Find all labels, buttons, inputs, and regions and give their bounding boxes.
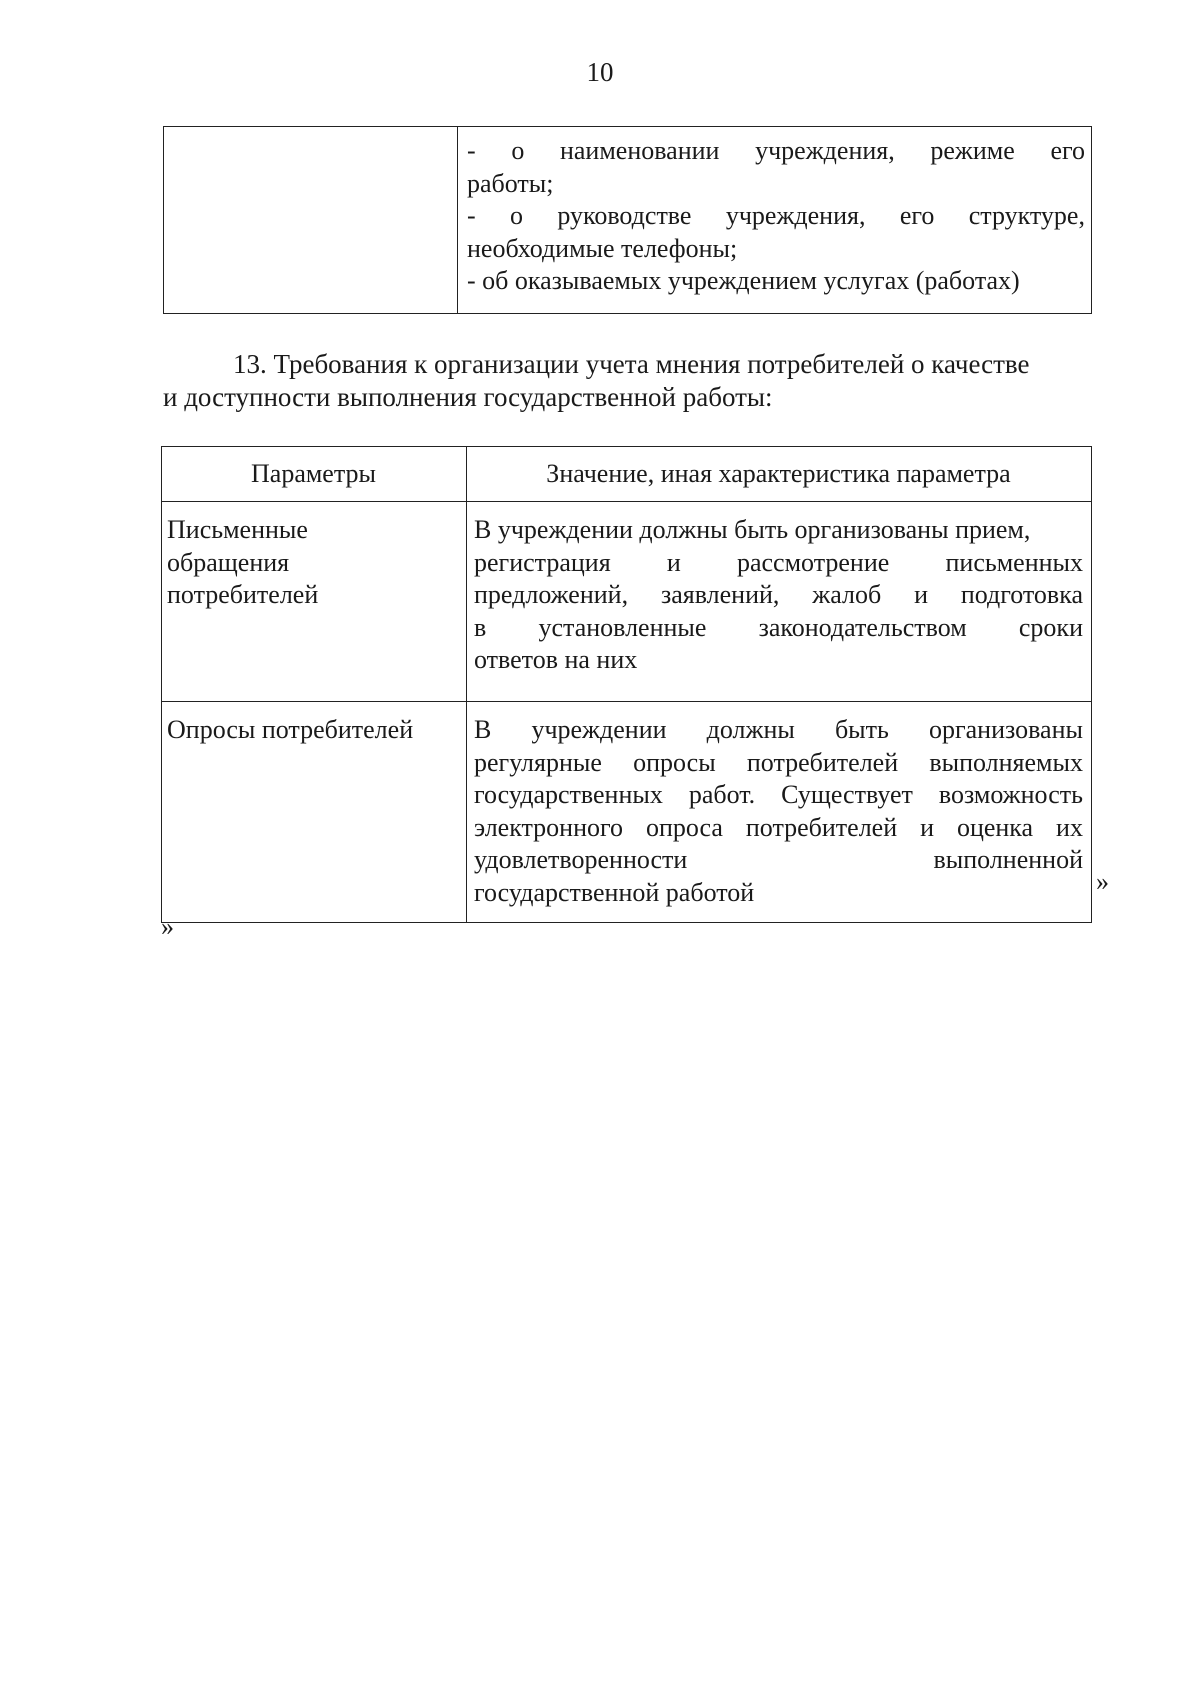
parameters-table [161, 446, 1092, 923]
text-line [474, 779, 1083, 812]
text-line [474, 812, 1083, 845]
text-line [467, 135, 1085, 168]
word: режиме [930, 136, 1015, 165]
word: их [1056, 812, 1083, 842]
text-line: работы; [467, 168, 554, 198]
text-line: - об оказываемых учреждением услугах (работах) [467, 266, 1020, 295]
table-row [162, 702, 1092, 923]
closing-quote-right: » [1096, 867, 1109, 896]
word: опроса [645, 812, 723, 842]
word: потребителей [745, 812, 898, 842]
word: в [474, 612, 487, 642]
text-line [474, 714, 1083, 747]
text-line [467, 200, 1085, 233]
word: - [467, 136, 476, 165]
param-consumer-surveys [162, 702, 467, 923]
text-line [474, 547, 1083, 580]
word: работ. [688, 780, 756, 809]
word: электронного [474, 812, 624, 842]
table-row [164, 127, 1092, 314]
word: должны [706, 715, 795, 744]
header-parameters: Параметры [162, 447, 467, 502]
word: организованы [928, 715, 1083, 744]
word: о [510, 201, 524, 230]
text-line: ответов на них [474, 645, 638, 674]
word: его [1050, 136, 1085, 165]
header-value: Значение, иная характеристика параметра [467, 447, 1092, 502]
word: - [467, 201, 476, 230]
text-line [474, 579, 1083, 612]
word: и [920, 812, 934, 842]
word: учреждении [531, 715, 667, 744]
text-line: потребителей [167, 580, 319, 609]
text-line: государственной работой [474, 877, 755, 907]
word: оценка [956, 812, 1034, 842]
text-line [474, 747, 1083, 780]
word: удовлетворенности [474, 845, 688, 874]
word: наименовании [559, 136, 720, 165]
param-written-appeals [162, 502, 467, 702]
word: о [511, 136, 525, 165]
word: жалоб [812, 580, 882, 609]
word: быть [834, 715, 889, 744]
word: предложений, [474, 580, 629, 609]
closing-quote-left: » [161, 912, 174, 941]
info-list-cell [458, 127, 1092, 314]
word: его [899, 201, 935, 230]
word: установленные [538, 612, 707, 642]
table-row [162, 502, 1092, 702]
text-line: Письменные [167, 515, 308, 544]
text-line [474, 612, 1083, 645]
word: государственных [474, 780, 663, 809]
section-line-1: 13. Требования к организации учета мнения потребителей о качестве [233, 349, 1030, 379]
word: законодательством [758, 612, 967, 642]
section-13-heading [163, 348, 1092, 414]
text-line: Опросы потребителей [167, 715, 414, 744]
continuation-table [163, 126, 1092, 314]
text-line [474, 844, 1083, 877]
word: подготовка [960, 580, 1083, 609]
word: потребителей [746, 747, 899, 777]
word: регистрация [474, 547, 611, 577]
word: В [474, 715, 492, 744]
word: регулярные [474, 747, 602, 777]
section-line-2: и доступности выполнения государственной работы: [163, 382, 773, 412]
word: учреждения, [755, 136, 895, 165]
text-line: необходимые телефоны; [467, 233, 738, 263]
word: сроки [1018, 612, 1083, 642]
word: возможность [938, 780, 1083, 809]
word: выполненной [933, 845, 1083, 874]
word: Существует [781, 780, 913, 809]
text-line: обращения [167, 547, 290, 577]
word: выполняемых [929, 747, 1083, 777]
table-header-row [162, 447, 1092, 502]
empty-cell [164, 127, 458, 314]
word: и [666, 547, 681, 577]
word: письменных [945, 547, 1083, 577]
text-line: В учреждении должны быть организованы прием, [474, 515, 1031, 544]
value-consumer-surveys [467, 702, 1092, 923]
word: заявлений, [660, 580, 780, 609]
word: и [914, 580, 928, 609]
word: структуре, [968, 201, 1085, 230]
word: руководстве [557, 201, 692, 230]
page-number: 10 [586, 57, 614, 87]
word: учреждения, [725, 201, 866, 230]
word: опросы [633, 747, 716, 777]
word: рассмотрение [736, 547, 890, 577]
value-written-appeals [467, 502, 1092, 702]
